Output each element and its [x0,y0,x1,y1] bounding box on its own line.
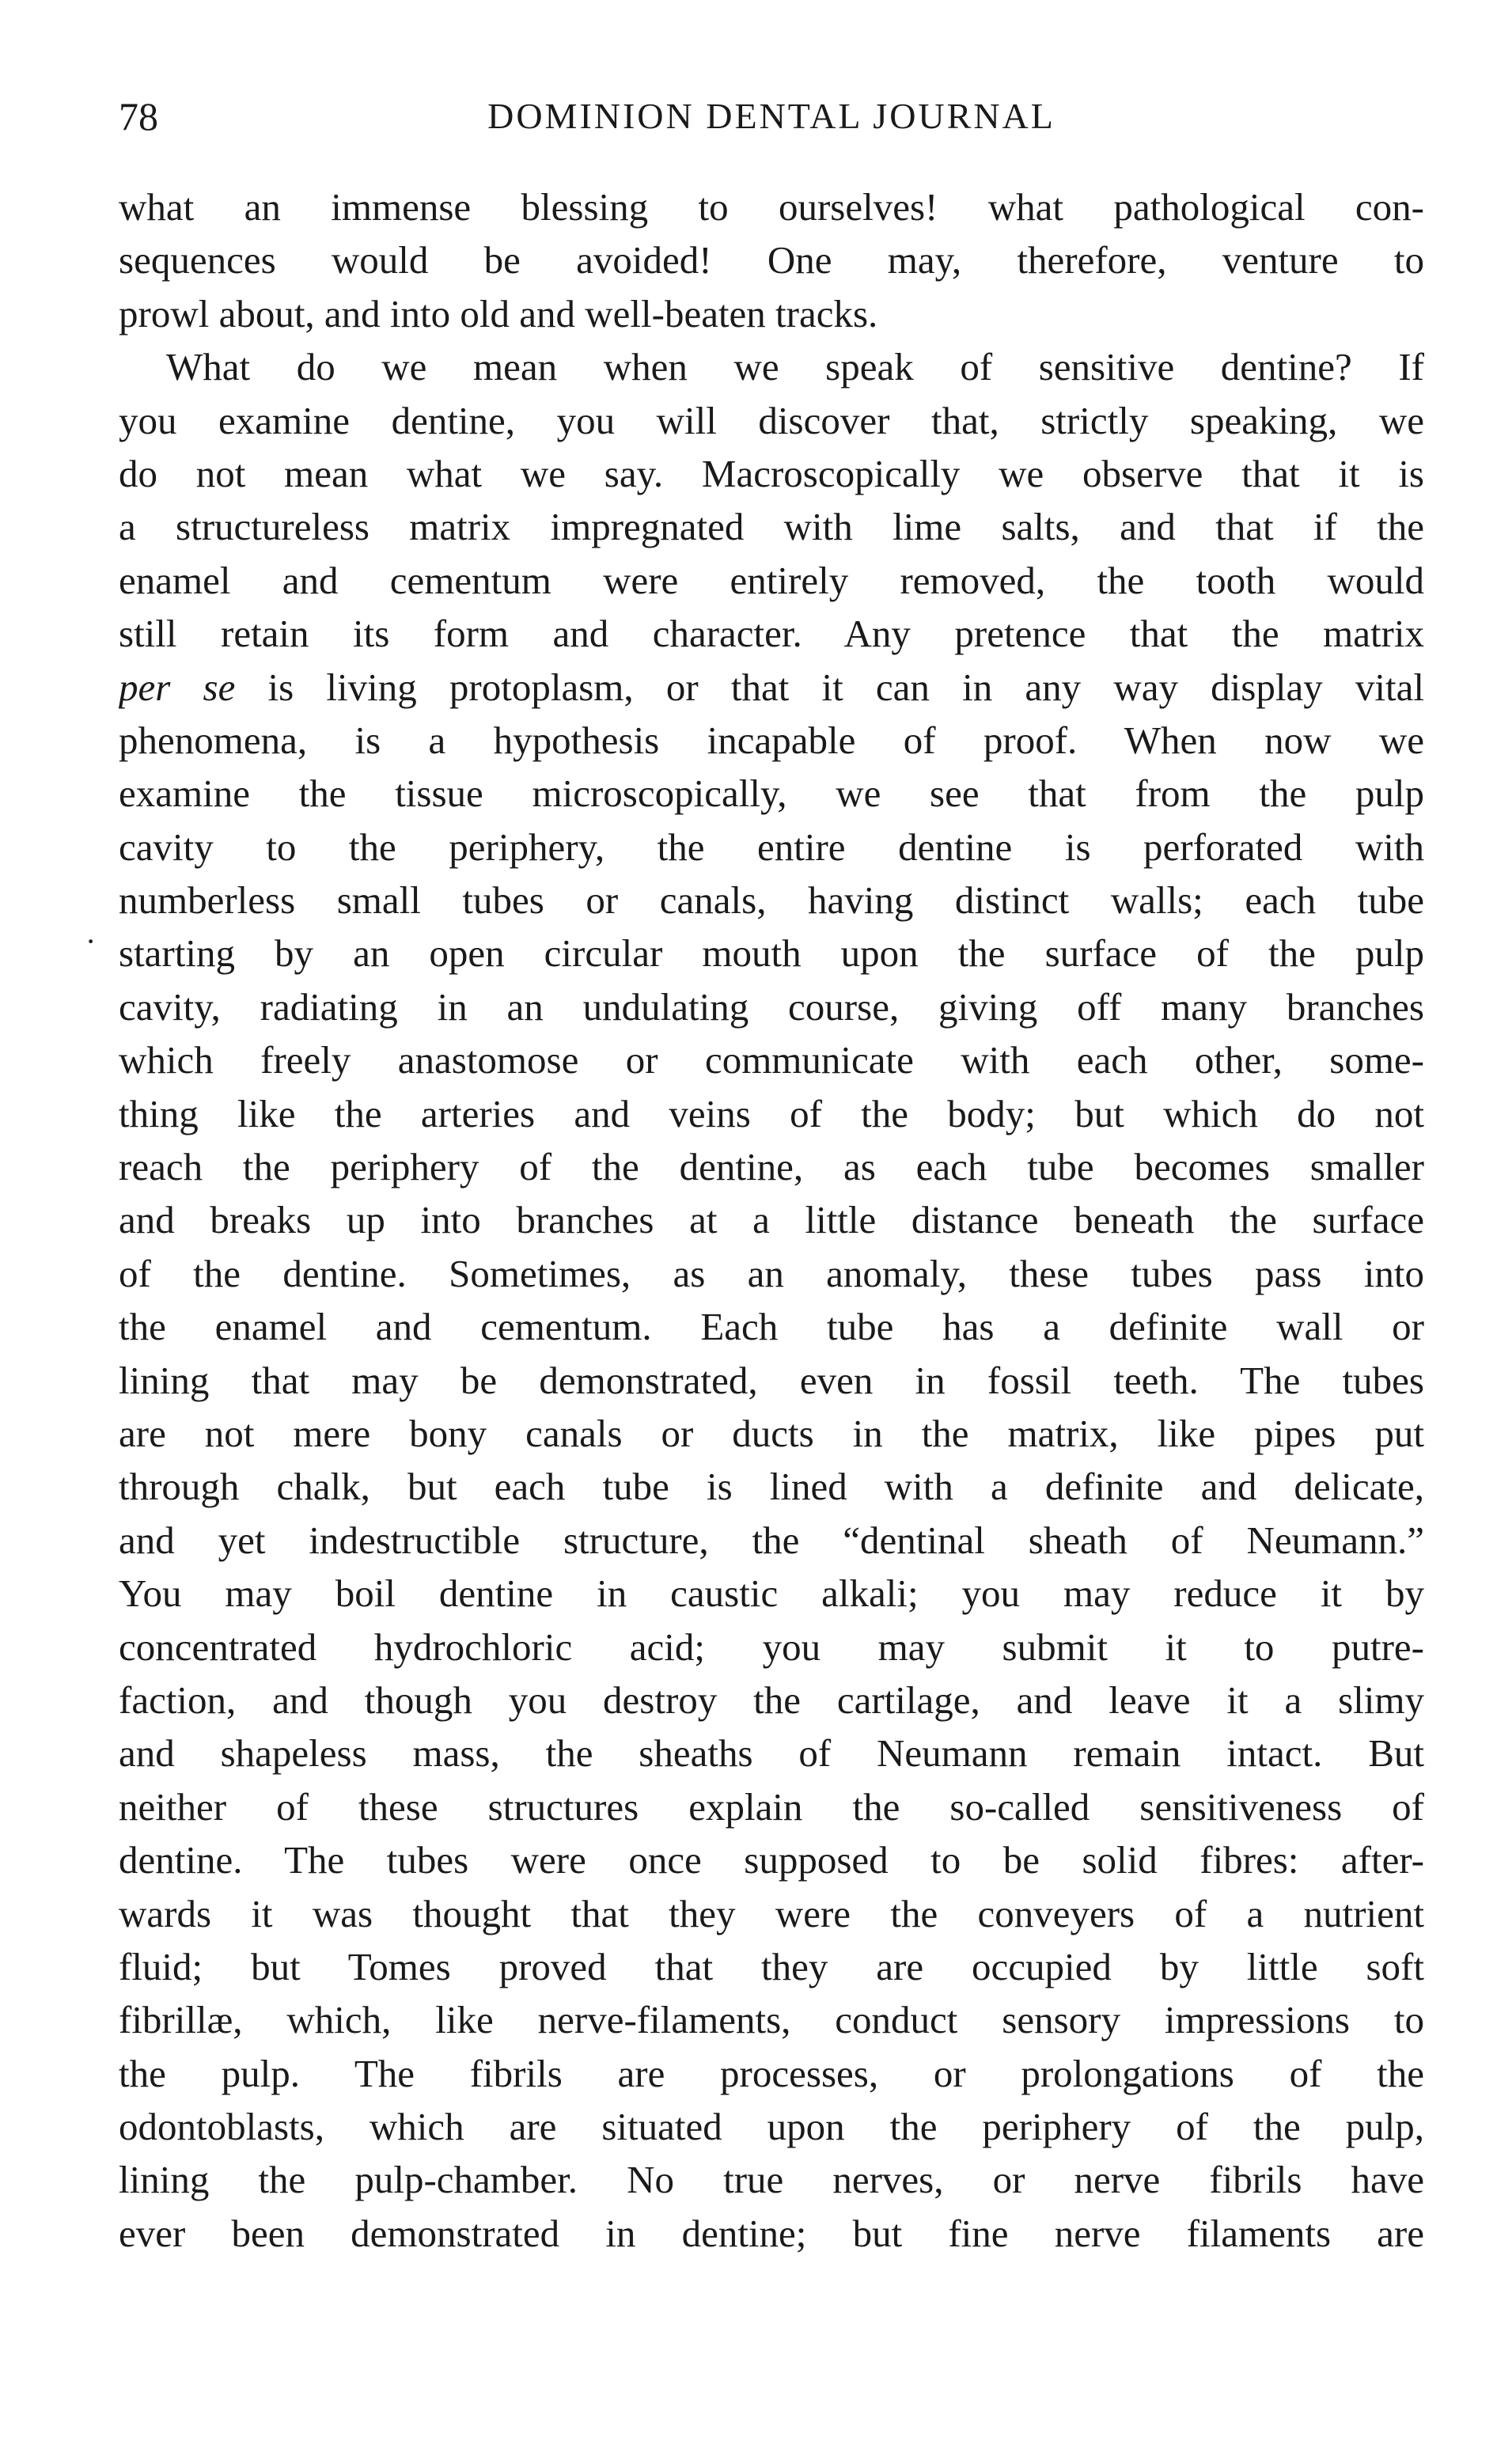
italic-phrase: per se [119,665,236,709]
text-line: cavity, radiating in an undulating course, giving off many branches [119,984,1424,1029]
text-line: wards it was thought that they were the conveyers of a nutrient [119,1891,1424,1935]
text-line: and yet indestructible structure, the “dentinal sheath of Neumann.” [119,1518,1424,1562]
text-line: the pulp. The fibrils are processes, or prolongations of the [119,2051,1424,2095]
text-line: dentine. The tubes were once supposed to be solid fibres: after- [119,1838,1424,1882]
body-text [119,180,1424,2260]
text-line: the enamel and cementum. Each tube has a definite wall or [119,1305,1424,1349]
text-line: examine the tissue microscopically, we see that from the pulp [119,771,1424,816]
text-line: phenomena, is a hypothesis incapable of proof. When now we [119,718,1424,762]
text-line: prowl about, and into old and well-beaten tracks. [119,291,878,335]
text-line: numberless small tubes or canals, having distinct walls; each tube [119,878,1424,923]
text-line: enamel and cementum were entirely removed, the tooth would [119,558,1424,602]
text-line: of the dentine. Sometimes, as an anomaly, these tubes pass into [119,1251,1424,1295]
text-line: You may boil dentine in caustic alkali; you may reduce it by [119,1571,1424,1616]
text-line: odontoblasts, which are situated upon the periphery of the pulp, [119,2105,1424,2149]
text-line: you examine dentine, you will discover that, strictly speaking, we [119,398,1424,442]
text-line: thing like the arteries and veins of the body; but which do not [119,1091,1424,1135]
page-number: 78 [119,94,158,138]
text-line: through chalk, but each tube is lined with a definite and delicate, [119,1465,1424,1509]
text-line: cavity to the periphery, the entire dentine is perforated with [119,824,1424,869]
text-line: which freely anastomose or communicate with each other, some- [119,1038,1424,1082]
running-title: DOMINION DENTAL JOURNAL [487,96,1055,136]
text-line-rest: is living protoplasm, or that it can in any way display vital [267,665,1424,709]
text-line: starting by an open circular mouth upon the surface of the pulp [119,931,1424,976]
text-line: fibrillæ, which, like nerve-filaments, conduct sensory impressions to [119,1998,1424,2042]
text-line: sequences would be avoided! One may, therefore, venture to [119,238,1424,282]
text-line: a structureless matrix impregnated with lime salts, and that if the [119,505,1424,549]
margin-mark: · [85,923,97,959]
text-line: what an immense blessing to ourselves! what pathological con- [119,185,1424,229]
text-line: What do we mean when we speak of sensitive dentine? If [166,345,1424,389]
text-line: reach the periphery of the dentine, as each tube becomes smaller [119,1145,1424,1189]
text-line: neither of these structures explain the so-called sensitiveness of [119,1784,1424,1829]
page-header [119,89,1424,144]
text-line: and shapeless mass, the sheaths of Neumann remain intact. But [119,1731,1424,1776]
text-line: do not mean what we say. Macroscopically we observe that it is [119,451,1424,495]
text-line: concentrated hydrochloric acid; you may submit it to putre- [119,1624,1424,1669]
text-line: lining the pulp-chamber. No true nerves, or nerve fibrils have [119,2158,1424,2202]
text-line: still retain its form and character. Any pretence that the matrix [119,612,1424,656]
text-line: ever been demonstrated in dentine; but fine nerve filaments are [119,2211,1424,2255]
text-line: faction, and though you destroy the cartilage, and leave it a slimy [119,1677,1424,1722]
text-line: are not mere bony canals or ducts in the matrix, like pipes put [119,1411,1424,1455]
text-line: and breaks up into branches at a little distance beneath the surface [119,1198,1424,1242]
text-line [119,661,1424,714]
text-line: lining that may be demonstrated, even in fossil teeth. The tubes [119,1358,1424,1402]
text-line: fluid; but Tomes proved that they are occupied by little soft [119,1944,1424,1988]
